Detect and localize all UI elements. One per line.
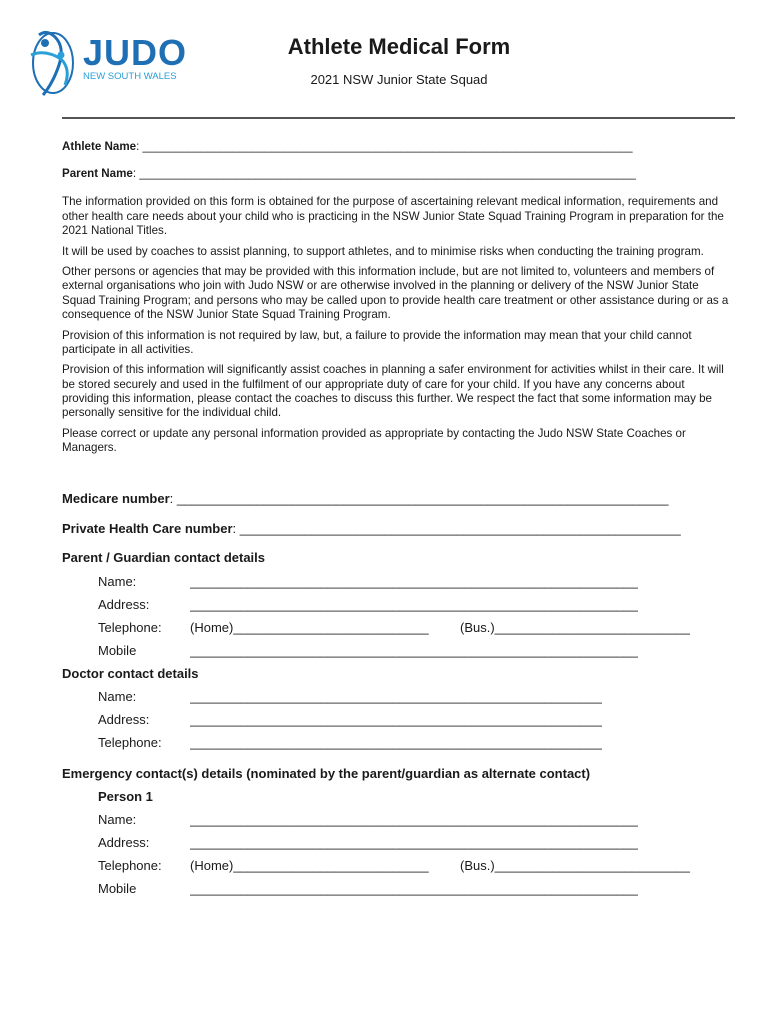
logo-wordmark: JUDO: [83, 32, 188, 73]
private-health-blank: : _____________________________________________________________: [232, 520, 681, 536]
athlete-name-field[interactable]: [62, 140, 732, 154]
doctor-telephone-row[interactable]: [62, 735, 732, 758]
athlete-name-label: Athlete Name: [62, 140, 137, 153]
parent-address-label: Address:: [98, 596, 150, 612]
parent-name-label: Parent Name: [62, 167, 133, 181]
parent-address-line: ______________________________________________________________: [190, 596, 639, 612]
emergency-address-row[interactable]: [62, 835, 732, 858]
parent-section-heading: Parent / Guardian contact details: [62, 549, 265, 565]
info-paragraph-5: Provision of this information will significantly assist coaches in planning a safer environment for activities whilst in their care. It will be stored securely and used in the fulfilment of our appropriate duty of care for your child. If you have any concerns about providing this information, please contact the coaches to discuss this further. We respect the fact that some information may be personally sensitive for the individual child.: [62, 363, 724, 420]
parent-name-row[interactable]: [62, 574, 732, 597]
emergency-name-label: Name:: [98, 811, 137, 827]
parent-home-phone-line: (Home)___________________________: [190, 619, 429, 635]
doctor-name-line: _________________________________________________________: [190, 688, 603, 704]
emergency-bus-phone-line: (Bus.)___________________________: [460, 857, 690, 873]
emergency-address-line: ______________________________________________________________: [190, 834, 639, 850]
info-paragraph-3: Other persons or agencies that may be provided with this information include, but are not limited to, volunteers and members of external organisations who join with Judo NSW or are otherwise involved in the planning or delivery of the NSW Junior State Squad Training Program; and persons who may be called upon to provide health care treatment or other assistance during or as a consequence of the NSW Junior State Squad Training Program.: [62, 265, 729, 321]
info-paragraph-6: Please correct or update any personal information provided as appropriate by contacting the Judo NSW State Coaches or Managers.: [62, 426, 686, 454]
emergency-mobile-row[interactable]: [62, 881, 732, 904]
person-1-heading: [62, 789, 732, 812]
emergency-name-line: ______________________________________________________________: [190, 811, 639, 827]
parent-telephone-row[interactable]: [62, 620, 732, 643]
info-paragraph-4: Provision of this information is not required by law, but, a failure to provide the information may mean that your child cannot participate in all activities.: [62, 328, 692, 356]
logo-tagline: NEW SOUTH WALES: [83, 71, 177, 82]
emergency-telephone-label: Telephone:: [98, 857, 162, 873]
header-divider: [62, 117, 735, 119]
doctor-address-label: Address:: [98, 711, 150, 727]
emergency-telephone-row[interactable]: [62, 858, 732, 881]
info-paragraph-2: It will be used by coaches to assist planning, to support athletes, and to minimise risks when conducting the training program.: [62, 244, 704, 258]
doctor-address-row[interactable]: [62, 712, 732, 735]
page-subtitle: 2021 NSW Junior State Squad: [310, 72, 488, 87]
parent-contact-name-line: ______________________________________________________________: [190, 573, 639, 589]
emergency-name-row[interactable]: [62, 812, 732, 835]
parent-mobile-row[interactable]: [62, 643, 732, 666]
doctor-name-label: Name:: [98, 688, 137, 704]
medicare-number-field[interactable]: [62, 491, 732, 507]
medicare-number-blank: : ____________________________________________________________________: [169, 490, 669, 506]
parent-name-blank: : _____________________________________________________________________________: [132, 167, 636, 181]
doctor-telephone-line: _________________________________________________________: [190, 734, 603, 750]
athlete-name-blank: : ____________________________________________________________________________: [136, 140, 633, 153]
private-health-label: Private Health Care number: [62, 520, 233, 536]
emergency-mobile-label: Mobile: [98, 880, 137, 896]
doctor-name-row[interactable]: [62, 689, 732, 712]
page-title: Athlete Medical Form: [287, 34, 511, 59]
person-1-label: Person 1: [98, 788, 153, 804]
info-paragraph-1: The information provided on this form is obtained for the purpose of ascertaining relevant medical information, requirements and other health care needs about your child who is practicing in the NSW Junior State Squad Training Program in preparation for the 2021 National Titles.: [62, 195, 724, 237]
parent-contact-name-label: Name:: [98, 573, 137, 589]
emergency-section-heading: Emergency contact(s) details (nominated by the parent/guardian as alternate contact): [62, 765, 591, 781]
parent-mobile-label: Mobile: [98, 642, 137, 658]
emergency-address-label: Address:: [98, 834, 150, 850]
parent-bus-phone-line: (Bus.)___________________________: [460, 619, 690, 635]
parent-name-field[interactable]: [62, 167, 732, 181]
emergency-home-phone-line: (Home)___________________________: [190, 857, 429, 873]
parent-telephone-label: Telephone:: [98, 619, 162, 635]
doctor-telephone-label: Telephone:: [98, 734, 162, 750]
medicare-number-label: Medicare number: [62, 490, 170, 506]
doctor-address-line: _________________________________________________________: [190, 711, 603, 727]
private-health-field[interactable]: [62, 521, 732, 537]
emergency-mobile-line: ______________________________________________________________: [190, 880, 639, 896]
parent-address-row[interactable]: [62, 597, 732, 620]
form-body: [62, 140, 732, 904]
doctor-section-heading: Doctor contact details: [62, 665, 199, 681]
parent-mobile-line: ______________________________________________________________: [190, 642, 639, 658]
